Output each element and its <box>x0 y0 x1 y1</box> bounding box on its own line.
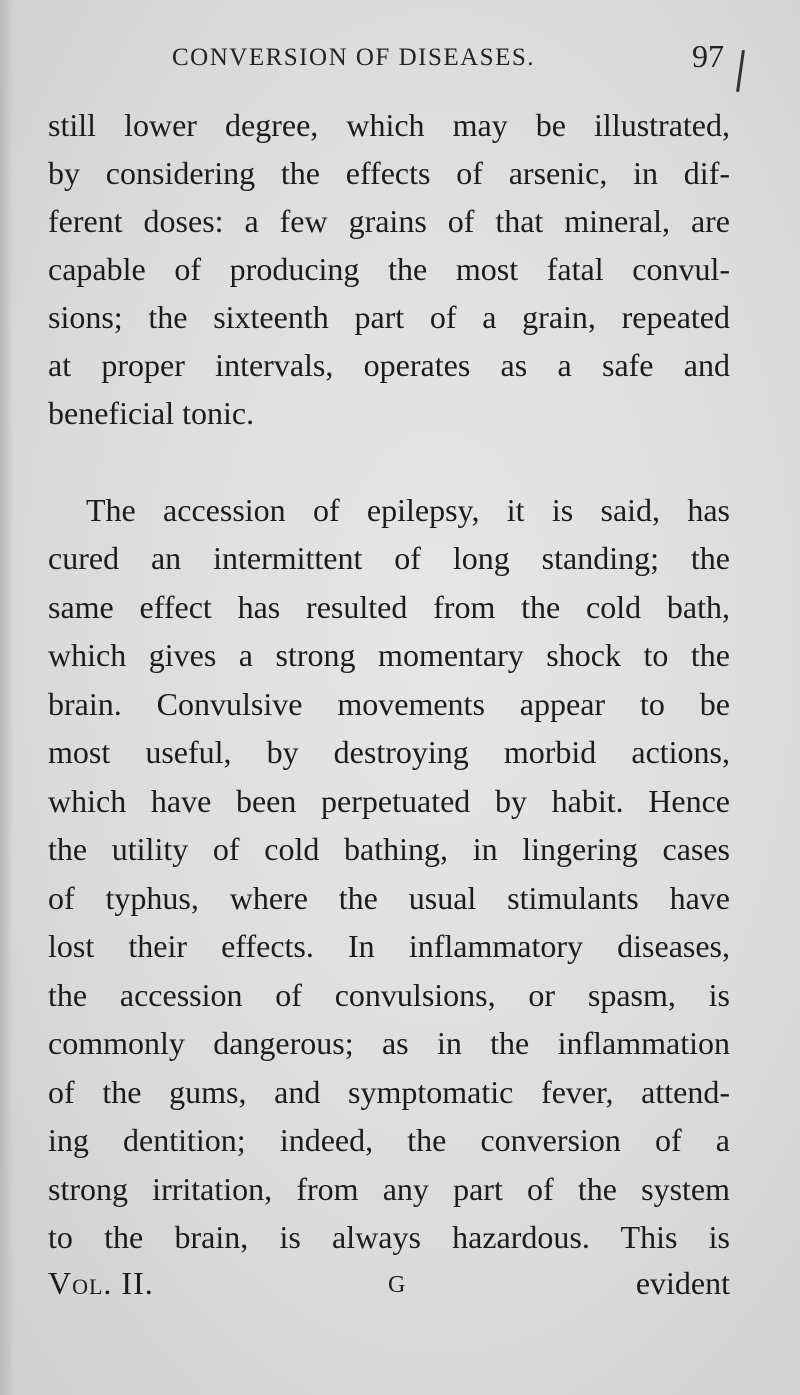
text-line: commonly dangerous; as in the inflammation <box>48 1025 730 1061</box>
text-line: which have been perpetuated by habit. Hence <box>48 783 730 819</box>
text-line: of the gums, and symptomatic fever, attend- <box>48 1074 730 1110</box>
text-line: cured an intermittent of long standing; the <box>48 540 730 576</box>
text-line: The accession of epilepsy, it is said, has <box>86 492 730 528</box>
volume-marker: Vol. II. <box>48 1265 154 1301</box>
page-number: 97 <box>692 38 724 74</box>
catchword: evident <box>635 1265 730 1301</box>
text-line: the accession of convulsions, or spasm, is <box>48 977 730 1013</box>
running-head <box>48 38 738 78</box>
text-line: of typhus, where the usual stimulants have <box>48 880 730 916</box>
running-head-title: CONVERSION OF DISEASES. <box>172 44 536 71</box>
gutter-shadow <box>0 0 14 1395</box>
text-line: capable of producing the most fatal convul- <box>48 251 730 287</box>
text-line: which gives a strong momentary shock to the <box>48 637 730 673</box>
text-line: brain. Convulsive movements appear to be <box>48 686 730 722</box>
text-line: to the brain, is always hazardous. This is <box>48 1219 730 1255</box>
text-line: strong irritation, from any part of the system <box>48 1171 730 1207</box>
text-line: by considering the effects of arsenic, in dif- <box>48 155 730 191</box>
text-line: beneficial tonic. <box>48 395 255 431</box>
text-line: sions; the sixteenth part of a grain, repeated <box>48 299 730 335</box>
text-line: still lower degree, which may be illustrated, <box>48 107 730 143</box>
text-line: lost their effects. In inflammatory diseases, <box>48 928 730 964</box>
text-line: same effect has resulted from the cold bath, <box>48 589 730 625</box>
text-line: ferent doses: a few grains of that mineral, are <box>48 203 730 239</box>
text-line: most useful, by destroying morbid actions, <box>48 734 730 770</box>
page-footer <box>48 1259 730 1307</box>
text-line: the utility of cold bathing, in lingering cases <box>48 831 730 867</box>
signature-mark: G <box>388 1272 406 1298</box>
text-line: at proper intervals, operates as a safe and <box>48 347 730 383</box>
text-line: ing dentition; indeed, the conversion of a <box>48 1122 730 1158</box>
